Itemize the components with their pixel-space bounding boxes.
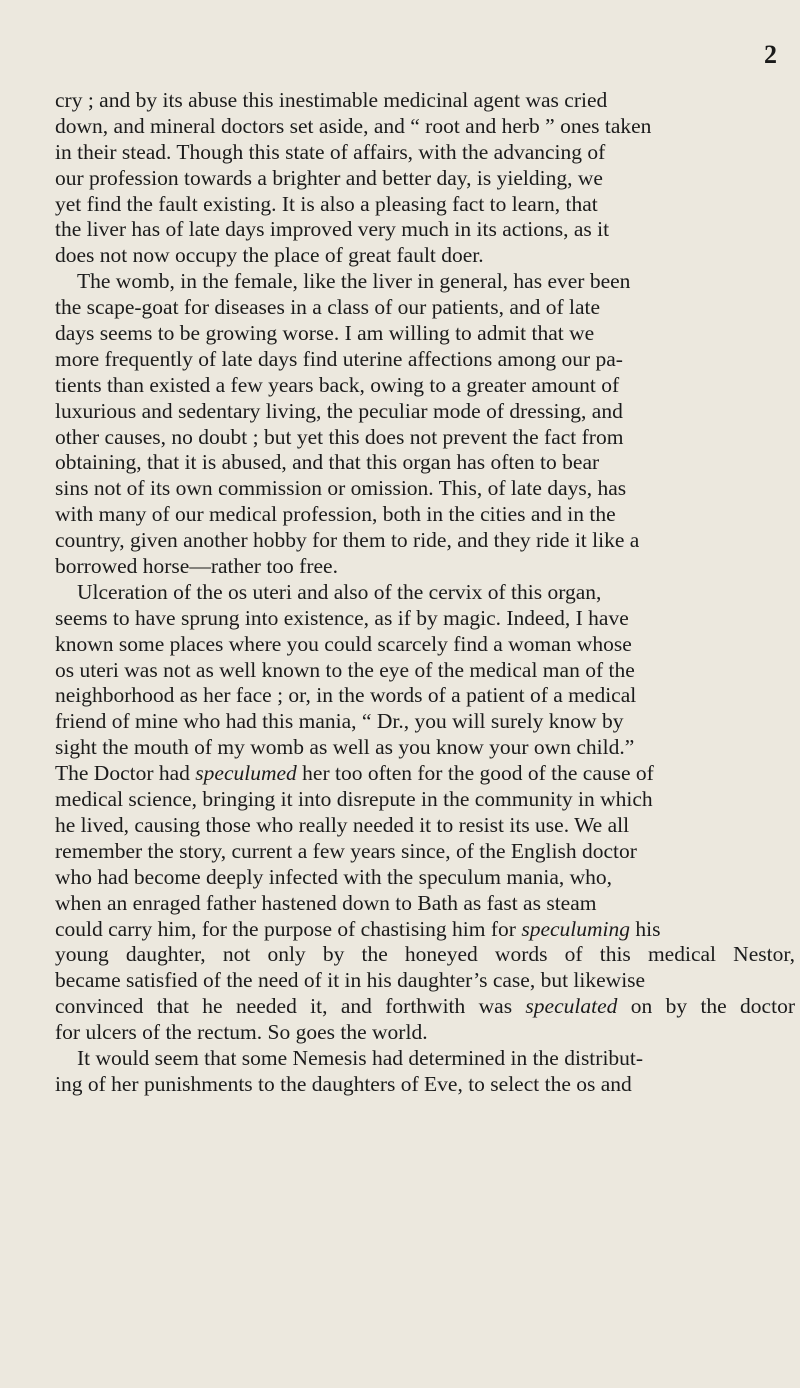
line-text: luxurious and sedentary living, the peculiar mode of dressing, and	[55, 398, 623, 423]
text-line-content	[55, 140, 605, 166]
italic-word: speculumed	[195, 761, 297, 786]
body-text	[55, 88, 798, 1098]
text-line	[55, 166, 798, 192]
line-text: does not now occupy the place of great fault doer.	[55, 243, 484, 268]
text-line	[55, 1072, 798, 1098]
page-number: 2	[764, 40, 777, 69]
text-line-content	[55, 243, 484, 269]
text-line-content	[55, 450, 599, 476]
line-text: the scape-goat for diseases in a class of our patients, and of late	[55, 295, 601, 320]
line-text: the liver has of late days improved very much in its actions, as it	[55, 217, 610, 242]
text-line-content	[55, 683, 636, 709]
text-line	[55, 399, 798, 425]
text-line-content	[55, 88, 607, 114]
text-line	[55, 347, 798, 373]
text-line-content	[55, 1072, 632, 1098]
line-text: young daughter, not only by the honeyed words of this medical Nestor,	[55, 942, 796, 967]
line-text: remember the story, current a few years since, of the English doctor	[55, 838, 637, 863]
text-line	[55, 994, 798, 1020]
line-text: days seems to be growing worse. I am willing to admit that we	[55, 321, 595, 346]
line-text: tients than existed a few years back, owing to a greater amount of	[55, 372, 620, 397]
line-text: more frequently of late days find uterine affections among our pa-	[55, 346, 623, 371]
text-line-content	[55, 968, 645, 994]
text-line-content	[55, 735, 634, 761]
text-line-content	[55, 166, 603, 192]
line-text: It would seem that some Nemesis had determined in the distribut-	[77, 1045, 644, 1070]
text-line	[55, 217, 798, 243]
line-text: medical science, bringing it into disrepute in the community in which	[55, 787, 653, 812]
text-line	[55, 942, 798, 968]
line-text: os uteri was not as well known to the eye of the medical man of the	[55, 657, 635, 682]
text-line-content	[55, 192, 598, 218]
line-text: her too often for the good of the cause of	[296, 761, 654, 786]
line-text: sight the mouth of my womb as well as you know your own child.”	[55, 735, 635, 760]
line-text: his	[630, 916, 661, 941]
text-line	[55, 295, 798, 321]
text-line-content	[55, 994, 795, 1020]
line-text: The womb, in the female, like the liver in general, has ever been	[77, 269, 631, 294]
line-text: Ulceration of the os uteri and also of the cervix of this organ,	[77, 579, 602, 604]
text-line-content	[55, 606, 629, 632]
line-text: in their stead. Though this state of affairs, with the advancing of	[55, 139, 606, 164]
text-line-content	[55, 709, 623, 735]
line-text: down, and mineral doctors set aside, and “ root and herb ” ones taken	[55, 113, 652, 138]
line-text: when an enraged father hastened down to Bath as fast as steam	[55, 890, 597, 915]
line-text: seems to have sprung into existence, as if by magic. Indeed, I have	[55, 605, 629, 630]
text-line-content	[55, 839, 637, 865]
text-line-content	[55, 554, 338, 580]
text-line	[55, 968, 798, 994]
text-line-content	[55, 891, 597, 917]
text-line	[55, 606, 798, 632]
text-line-content	[55, 1020, 428, 1046]
line-text: known some places where you could scarcely find a woman whose	[55, 631, 632, 656]
text-line	[55, 88, 798, 114]
text-line	[55, 476, 798, 502]
text-line	[55, 813, 798, 839]
line-text: cry ; and by its abuse this inestimable medicinal agent was cried	[55, 88, 608, 112]
text-line-content	[55, 632, 632, 658]
text-line	[55, 1046, 798, 1072]
text-line-content	[55, 399, 623, 425]
text-line	[55, 891, 798, 917]
line-text: borrowed horse—rather too free.	[55, 554, 338, 579]
line-text: with many of our medical profession, both in the cities and in the	[55, 502, 616, 527]
text-line	[55, 1020, 798, 1046]
text-line-content	[55, 761, 654, 787]
line-text: other causes, no doubt ; but yet this does not prevent the fact from	[55, 424, 624, 449]
text-line-content	[55, 502, 616, 528]
text-line-content	[55, 865, 612, 891]
line-text: neighborhood as her face ; or, in the words of a patient of a medical	[55, 683, 637, 708]
text-line	[55, 425, 798, 451]
text-line	[55, 839, 798, 865]
text-line	[55, 528, 798, 554]
text-line	[55, 373, 798, 399]
line-text: became satisfied of the need of it in his daughter’s case, but likewise	[55, 968, 646, 993]
text-line-content	[55, 917, 660, 943]
text-line	[55, 787, 798, 813]
text-line	[55, 632, 798, 658]
text-line-content	[55, 295, 600, 321]
text-line	[55, 192, 798, 218]
text-line-content	[55, 658, 635, 684]
text-line-content	[55, 476, 626, 502]
line-text: who had become deeply infected with the speculum mania, who,	[55, 864, 613, 889]
text-line	[55, 709, 798, 735]
line-text: could carry him, for the purpose of chastising him for	[55, 916, 522, 941]
text-line-content	[55, 813, 629, 839]
text-line	[55, 683, 798, 709]
line-text: sins not of its own commission or omission. This, of late days, has	[55, 476, 627, 501]
text-line	[55, 321, 798, 347]
line-text: ing of her punishments to the daughters of Eve, to select the os and	[55, 1071, 632, 1096]
line-text: obtaining, that it is abused, and that this organ has often to bear	[55, 450, 600, 475]
text-line-content	[77, 1046, 643, 1072]
text-line	[55, 658, 798, 684]
text-line-content	[55, 217, 609, 243]
text-line-content	[55, 942, 795, 968]
text-line-content	[55, 347, 623, 373]
text-line-content	[55, 373, 619, 399]
text-line	[55, 450, 798, 476]
text-line	[55, 269, 798, 295]
text-line	[55, 917, 798, 943]
text-line	[55, 554, 798, 580]
text-line	[55, 502, 798, 528]
line-text: for ulcers of the rectum. So goes the world.	[55, 1020, 428, 1045]
text-line	[55, 243, 798, 269]
text-line	[55, 114, 798, 140]
text-line-content	[55, 321, 594, 347]
text-line	[55, 140, 798, 166]
text-line-content	[55, 425, 623, 451]
italic-word: speculuming	[521, 916, 631, 941]
line-text: country, given another hobby for them to ride, and they ride it like a	[55, 528, 640, 553]
text-line-content	[77, 580, 601, 606]
line-text: The Doctor had	[55, 761, 196, 786]
line-text: friend of mine who had this mania, “ Dr., you will surely know by	[55, 709, 624, 734]
text-line-content	[77, 269, 630, 295]
line-text: yet find the fault existing. It is also a pleasing fact to learn, that	[55, 191, 598, 216]
text-line	[55, 580, 798, 606]
text-line-content	[55, 787, 653, 813]
text-line	[55, 735, 798, 761]
italic-word: speculated	[525, 994, 618, 1019]
line-text: on by the doctor	[617, 994, 795, 1019]
line-text: our profession towards a brighter and better day, is yielding, we	[55, 165, 603, 190]
text-line-content	[55, 528, 639, 554]
line-text: he lived, causing those who really needed it to resist its use. We all	[55, 812, 630, 837]
text-line	[55, 761, 798, 787]
line-text: convinced that he needed it, and forthwith was	[55, 994, 526, 1019]
text-line-content	[55, 114, 651, 140]
text-line	[55, 865, 798, 891]
